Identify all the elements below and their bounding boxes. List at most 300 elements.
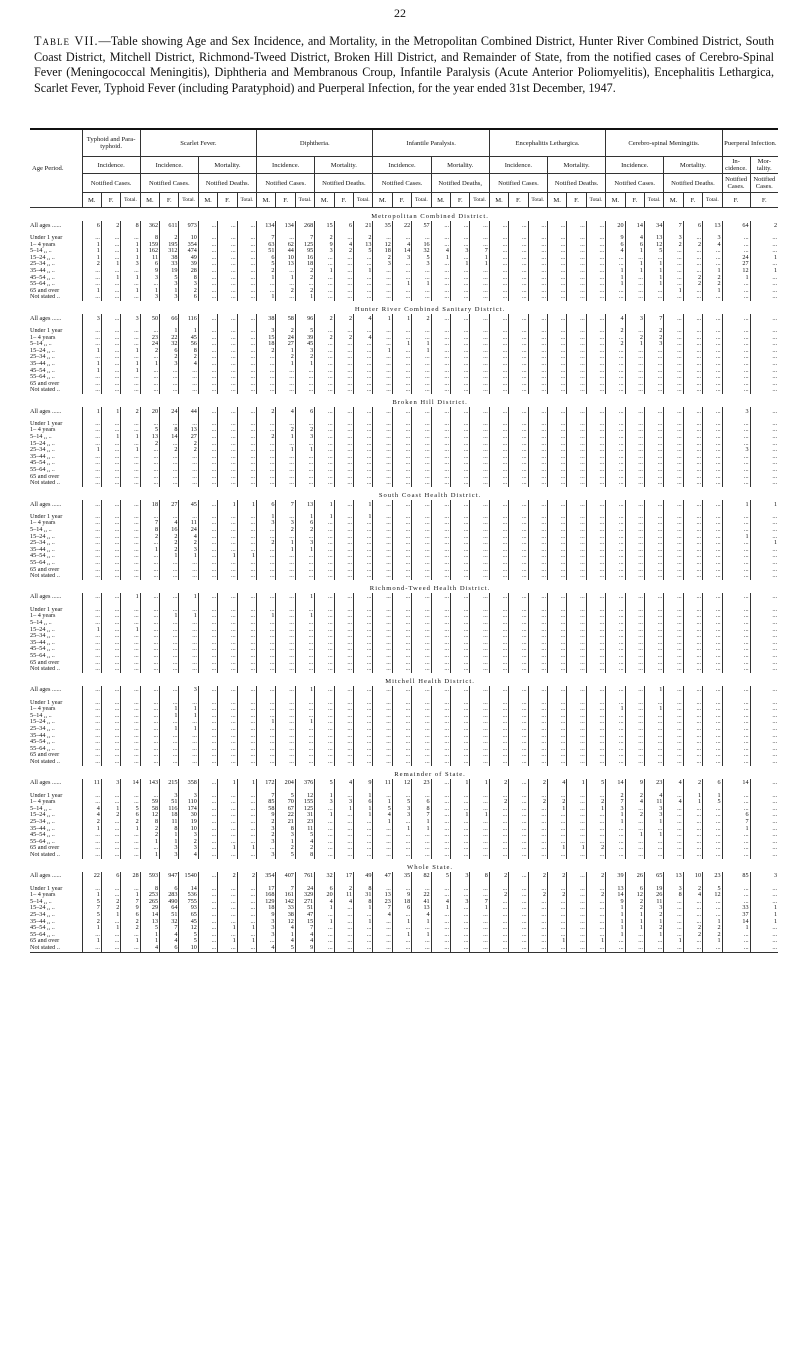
table-cell: ... xyxy=(121,294,140,301)
row-label: All ages ...... xyxy=(30,221,62,229)
table-cell: ... xyxy=(315,573,334,580)
table-cell: 3 xyxy=(179,547,198,554)
table-cell: ... xyxy=(140,733,159,740)
table-cell: ... xyxy=(101,328,120,335)
table-cell: 2 xyxy=(528,799,547,806)
table-cell: ... xyxy=(431,892,450,899)
table-cell: ... xyxy=(644,381,663,388)
table-cell: ... xyxy=(606,261,625,268)
table-cell: ... xyxy=(121,427,140,434)
table-cell: ... xyxy=(198,912,217,919)
table-cell: 2 xyxy=(334,248,353,255)
table-cell: 85 xyxy=(722,872,750,882)
table-cell: ... xyxy=(218,646,237,653)
table-cell: ... xyxy=(528,534,547,541)
table-cell: 159 xyxy=(140,242,159,249)
table-cell: ... xyxy=(198,407,217,417)
table-cell: ... xyxy=(664,739,683,746)
table-cell: ... xyxy=(509,361,528,368)
table-cell: ... xyxy=(606,700,625,707)
table-cell: ... xyxy=(82,527,101,534)
table-cell: ... xyxy=(257,640,276,647)
table-cell: 3 xyxy=(257,852,276,859)
table-cell: 12 xyxy=(644,242,663,249)
table-cell: ... xyxy=(528,341,547,348)
table-cell: ... xyxy=(121,335,140,342)
table-cell: ... xyxy=(160,666,179,673)
table-cell: ... xyxy=(683,899,702,906)
table-cell: ... xyxy=(567,799,586,806)
table-cell: ... xyxy=(683,832,702,839)
table-cell: ... xyxy=(547,573,566,580)
table-cell: ... xyxy=(451,540,470,547)
table-cell: ... xyxy=(528,845,547,852)
table-cell: ... xyxy=(664,514,683,521)
table-cell: ... xyxy=(101,706,120,713)
table-cell: ... xyxy=(198,640,217,647)
table-cell: ... xyxy=(567,719,586,726)
table-cell: ... xyxy=(101,242,120,249)
table-cell: 2 xyxy=(489,779,508,789)
table-cell: ... xyxy=(703,620,722,627)
table-cell: ... xyxy=(82,660,101,667)
table-cell: ... xyxy=(431,540,450,547)
table-cell: ... xyxy=(82,945,101,952)
table-cell: ... xyxy=(528,288,547,295)
table-cell: 1 xyxy=(315,905,334,912)
table-cell: ... xyxy=(392,354,411,361)
table-cell: ... xyxy=(586,812,605,819)
table-cell: 2 xyxy=(121,819,140,826)
table-cell: ... xyxy=(509,387,528,394)
table-cell: ... xyxy=(315,938,334,945)
table-cell: ... xyxy=(547,387,566,394)
table-cell: ... xyxy=(489,407,508,417)
table-cell: ... xyxy=(315,275,334,282)
table-cell: 20 xyxy=(315,892,334,899)
table-cell: ... xyxy=(451,341,470,348)
sex-column-header: M. xyxy=(82,193,101,208)
table-cell: ... xyxy=(82,573,101,580)
table-cell: ... xyxy=(567,467,586,474)
table-cell: ... xyxy=(354,713,373,720)
table-cell: ... xyxy=(121,341,140,348)
table-cell: ... xyxy=(509,553,528,560)
table-cell: 8 xyxy=(160,826,179,833)
table-cell: ... xyxy=(547,686,566,696)
table-cell: 2 xyxy=(218,872,237,882)
row-label: 65 and over xyxy=(30,659,60,666)
table-cell: ... xyxy=(198,660,217,667)
table-cell: 1 xyxy=(750,255,778,262)
table-cell: 7 xyxy=(644,314,663,324)
table-cell: 33 xyxy=(722,905,750,912)
table-cell: ... xyxy=(276,294,295,301)
sex-column-header: F. xyxy=(625,193,644,208)
table-cell: ... xyxy=(586,381,605,388)
table-cell: 2 xyxy=(334,335,353,342)
table-cell: ... xyxy=(451,294,470,301)
table-cell: ... xyxy=(140,328,159,335)
table-cell: ... xyxy=(451,447,470,454)
table-cell: ... xyxy=(373,633,392,640)
table-cell: ... xyxy=(160,374,179,381)
table-cell: ... xyxy=(431,719,450,726)
table-row xyxy=(30,746,778,753)
table-cell: ... xyxy=(354,261,373,268)
row-label: Under 1 year xyxy=(30,420,63,427)
table-cell: 1 xyxy=(315,812,334,819)
table-cell: ... xyxy=(489,540,508,547)
table-cell: 3 xyxy=(160,294,179,301)
table-cell: ... xyxy=(528,627,547,634)
table-cell: ... xyxy=(198,460,217,467)
table-cell: ... xyxy=(140,354,159,361)
table-cell: 6 xyxy=(606,242,625,249)
table-cell: ... xyxy=(140,560,159,567)
sex-column-header: F. xyxy=(334,193,353,208)
table-cell: ... xyxy=(257,845,276,852)
puerperal-column-header: F. xyxy=(722,193,750,208)
table-cell: 3 xyxy=(160,281,179,288)
table-cell: 2 xyxy=(276,288,295,295)
table-cell: ... xyxy=(82,646,101,653)
table-cell: ... xyxy=(547,613,566,620)
row-label: 25–34 ,, .. xyxy=(30,911,55,918)
table-cell: ... xyxy=(295,627,314,634)
table-cell: ... xyxy=(683,945,702,952)
table-cell: ... xyxy=(431,779,450,789)
table-cell: 31 xyxy=(354,892,373,899)
table-cell: ... xyxy=(703,627,722,634)
table-cell: 11 xyxy=(140,255,159,262)
table-cell: ... xyxy=(431,288,450,295)
table-cell: 1 xyxy=(431,905,450,912)
row-label: 65 and over xyxy=(30,566,60,573)
subgroup-header: Incidence. xyxy=(82,157,140,174)
table-cell: ... xyxy=(237,607,256,614)
table-cell: ... xyxy=(160,627,179,634)
table-cell: ... xyxy=(489,281,508,288)
table-cell: ... xyxy=(509,593,528,603)
table-cell: 3 xyxy=(257,925,276,932)
table-cell: ... xyxy=(509,248,528,255)
table-cell: ... xyxy=(586,613,605,620)
table-cell: ... xyxy=(431,839,450,846)
table-cell: ... xyxy=(567,726,586,733)
table-cell: ... xyxy=(567,607,586,614)
row-label: Not stated .. xyxy=(30,851,60,858)
table-cell: ... xyxy=(703,447,722,454)
table-cell: ... xyxy=(625,460,644,467)
table-cell: ... xyxy=(606,540,625,547)
district-heading: South Coast Health District. xyxy=(378,492,482,500)
table-cell: ... xyxy=(218,706,237,713)
table-cell: 70 xyxy=(276,799,295,806)
table-cell: ... xyxy=(237,474,256,481)
table-cell: 8 xyxy=(295,852,314,859)
table-cell: 4 xyxy=(295,932,314,939)
sex-column-header: M. xyxy=(373,193,392,208)
row-label: 55–64 ,, .. xyxy=(30,281,55,288)
table-cell: ... xyxy=(528,633,547,640)
table-row xyxy=(30,839,778,846)
table-cell: ... xyxy=(276,733,295,740)
table-cell: ... xyxy=(198,700,217,707)
table-cell: 9 xyxy=(295,945,314,952)
table-cell: ... xyxy=(470,686,489,696)
table-cell: ... xyxy=(606,573,625,580)
table-cell: ... xyxy=(237,899,256,906)
table-cell: ... xyxy=(315,646,334,653)
sex-column-header: M. xyxy=(606,193,625,208)
table-cell: ... xyxy=(489,467,508,474)
table-cell: ... xyxy=(334,719,353,726)
table-cell: 1 xyxy=(451,261,470,268)
table-cell: 13 xyxy=(276,261,295,268)
table-cell: ... xyxy=(257,547,276,554)
table-cell: 5 xyxy=(703,886,722,893)
table-cell: ... xyxy=(489,460,508,467)
table-cell: ... xyxy=(451,886,470,893)
row-label: 5–14 ,, .. xyxy=(30,341,52,348)
table-row xyxy=(30,832,778,839)
table-cell: ... xyxy=(431,739,450,746)
table-cell: ... xyxy=(644,454,663,461)
table-cell: ... xyxy=(198,527,217,534)
table-cell: 4 xyxy=(664,779,683,789)
table-cell: ... xyxy=(567,793,586,800)
table-cell: ... xyxy=(354,560,373,567)
table-cell: ... xyxy=(750,852,778,859)
table-cell: ... xyxy=(586,633,605,640)
table-cell: ... xyxy=(373,281,392,288)
table-cell: 1 xyxy=(625,268,644,275)
table-cell: ... xyxy=(625,633,644,640)
table-cell: ... xyxy=(140,739,159,746)
table-cell: 1 xyxy=(644,706,663,713)
table-cell: ... xyxy=(644,560,663,567)
table-cell: ... xyxy=(489,845,508,852)
table-cell: 95 xyxy=(295,248,314,255)
table-cell: ... xyxy=(140,447,159,454)
table-cell: ... xyxy=(489,374,508,381)
table-cell: ... xyxy=(664,294,683,301)
notified-header: Notified Cases. xyxy=(489,174,547,193)
table-cell: ... xyxy=(528,945,547,952)
table-cell: ... xyxy=(451,275,470,282)
table-cell: ... xyxy=(664,752,683,759)
table-cell: ... xyxy=(354,454,373,461)
table-cell: ... xyxy=(703,759,722,766)
table-cell: ... xyxy=(392,275,411,282)
table-cell: ... xyxy=(489,242,508,249)
table-cell: ... xyxy=(528,640,547,647)
table-cell: ... xyxy=(392,288,411,295)
table-cell: ... xyxy=(237,268,256,275)
table-cell: ... xyxy=(470,328,489,335)
disease-header: Encephalitis Lethargica. xyxy=(489,129,605,157)
table-cell: ... xyxy=(237,480,256,487)
table-cell: ... xyxy=(373,500,392,510)
table-cell: ... xyxy=(373,938,392,945)
table-cell: ... xyxy=(586,514,605,521)
table-cell: ... xyxy=(586,288,605,295)
table-cell: ... xyxy=(315,288,334,295)
table-cell: ... xyxy=(179,759,198,766)
table-cell: ... xyxy=(218,348,237,355)
table-cell: ... xyxy=(451,520,470,527)
table-cell: ... xyxy=(237,560,256,567)
table-cell: 11 xyxy=(334,892,353,899)
table-cell: ... xyxy=(257,474,276,481)
table-cell: ... xyxy=(295,733,314,740)
table-cell: ... xyxy=(509,666,528,673)
table-header xyxy=(30,129,778,208)
table-cell: ... xyxy=(431,640,450,647)
table-row xyxy=(30,427,778,434)
table-cell: ... xyxy=(101,447,120,454)
table-cell: ... xyxy=(625,275,644,282)
table-cell: ... xyxy=(257,706,276,713)
table-cell: 20 xyxy=(140,407,159,417)
table-cell: ... xyxy=(451,454,470,461)
table-cell: ... xyxy=(373,288,392,295)
table-cell: 2 xyxy=(586,845,605,852)
table-cell: ... xyxy=(237,713,256,720)
table-cell: ... xyxy=(509,421,528,428)
district-heading-spacer xyxy=(30,301,82,314)
table-cell: 3 xyxy=(140,275,159,282)
table-cell: 1 xyxy=(354,793,373,800)
table-cell: 7 xyxy=(606,799,625,806)
table-cell: ... xyxy=(237,919,256,926)
sex-column-header: Total. xyxy=(470,193,489,208)
table-cell: ... xyxy=(606,294,625,301)
table-cell: ... xyxy=(683,852,702,859)
table-cell: ... xyxy=(218,653,237,660)
table-cell: ... xyxy=(218,945,237,952)
table-cell: 51 xyxy=(295,905,314,912)
table-cell: ... xyxy=(489,919,508,926)
table-cell: ... xyxy=(412,500,431,510)
table-cell: ... xyxy=(354,660,373,667)
table-cell: 1 xyxy=(644,832,663,839)
table-cell: ... xyxy=(334,361,353,368)
table-cell: ... xyxy=(683,434,702,441)
table-cell: ... xyxy=(334,294,353,301)
table-cell: ... xyxy=(722,460,750,467)
table-cell: ... xyxy=(82,932,101,939)
table-row xyxy=(30,348,778,355)
table-cell: ... xyxy=(664,567,683,574)
table-cell: 1 xyxy=(276,932,295,939)
table-cell: 1 xyxy=(121,242,140,249)
table-cell: ... xyxy=(101,387,120,394)
row-label: 15–24 ,, .. xyxy=(30,533,55,540)
table-cell: ... xyxy=(101,852,120,859)
table-cell: 5 xyxy=(179,932,198,939)
table-cell: ... xyxy=(412,421,431,428)
table-cell: ... xyxy=(703,666,722,673)
table-cell: 5 xyxy=(373,806,392,813)
table-cell: ... xyxy=(160,560,179,567)
table-cell: ... xyxy=(664,540,683,547)
table-cell: ... xyxy=(644,746,663,753)
table-cell: ... xyxy=(373,474,392,481)
district-heading-spacer xyxy=(30,673,82,686)
table-cell: ... xyxy=(606,474,625,481)
table-cell: ... xyxy=(276,620,295,627)
table-cell: ... xyxy=(451,567,470,574)
table-cell: 22 xyxy=(82,872,101,882)
table-cell: ... xyxy=(547,905,566,912)
table-cell: ... xyxy=(354,646,373,653)
table-cell: ... xyxy=(237,242,256,249)
table-cell: ... xyxy=(683,441,702,448)
table-cell: ... xyxy=(664,793,683,800)
table-cell: ... xyxy=(625,560,644,567)
table-cell: ... xyxy=(431,427,450,434)
table-cell: ... xyxy=(567,666,586,673)
table-cell: ... xyxy=(489,660,508,667)
table-cell: ... xyxy=(295,467,314,474)
table-cell: ... xyxy=(644,733,663,740)
table-cell: ... xyxy=(218,381,237,388)
table-cell: ... xyxy=(218,248,237,255)
table-cell: ... xyxy=(373,925,392,932)
table-cell: ... xyxy=(451,281,470,288)
table-cell: ... xyxy=(683,381,702,388)
table-cell: 2 xyxy=(625,335,644,342)
table-cell: 11 xyxy=(644,899,663,906)
table-cell: ... xyxy=(567,221,586,231)
table-cell: 13 xyxy=(354,242,373,249)
table-cell: ... xyxy=(625,686,644,696)
table-cell: 755 xyxy=(179,899,198,906)
table-cell: 3 xyxy=(257,826,276,833)
table-cell: ... xyxy=(722,607,750,614)
table-cell: ... xyxy=(179,454,198,461)
subgroup-header: Incidence. xyxy=(489,157,547,174)
table-cell: 3 xyxy=(121,261,140,268)
table-cell: ... xyxy=(567,739,586,746)
table-cell: 82 xyxy=(412,872,431,882)
table-cell: ... xyxy=(528,328,547,335)
table-cell: 57 xyxy=(412,221,431,231)
table-cell: ... xyxy=(489,793,508,800)
table-cell: ... xyxy=(198,733,217,740)
table-cell: ... xyxy=(586,607,605,614)
table-cell: 4 xyxy=(606,314,625,324)
table-cell: ... xyxy=(160,752,179,759)
table-cell: 14 xyxy=(722,919,750,926)
table-cell: ... xyxy=(528,567,547,574)
table-cell: 27 xyxy=(179,434,198,441)
table-cell: ... xyxy=(664,534,683,541)
table-cell: ... xyxy=(431,627,450,634)
table-cell: ... xyxy=(750,746,778,753)
table-cell: 13 xyxy=(140,919,159,926)
table-row xyxy=(30,945,778,952)
table-cell: 8 xyxy=(140,886,159,893)
table-cell: 125 xyxy=(295,806,314,813)
table-cell: ... xyxy=(528,806,547,813)
table-cell: ... xyxy=(392,387,411,394)
district-heading-row xyxy=(30,301,778,314)
table-cell: ... xyxy=(606,460,625,467)
table-cell: ... xyxy=(528,826,547,833)
